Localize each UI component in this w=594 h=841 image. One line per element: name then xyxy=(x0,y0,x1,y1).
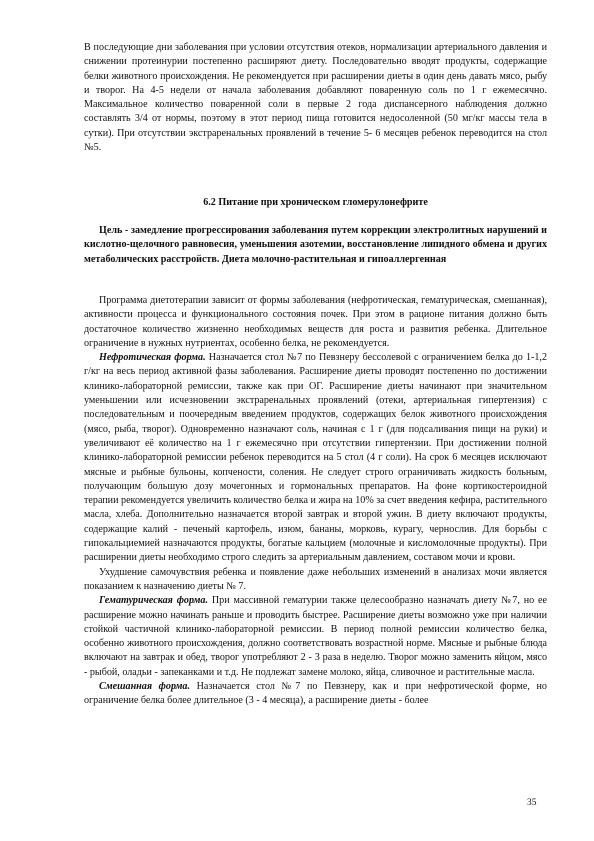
mixed-form-text: Назначается стол №7 по Певзнеру, как и при нефротической форме, но ограничение белка более длительное (3 - 4 месяца), а расширение диеты - более xyxy=(84,681,547,707)
section-title: 6.2 Питание при хроническом гломерулонефрите xyxy=(203,197,428,208)
hematuric-form-text: При массивной гематурии также целесообразно назначать диету №7, но ее расширение можно начинать раньше и проводить быстрее. Расширение диеты возможно уже при наличии стойкой частичной клинико-лабораторной ремиссии. В период полной ремиссии количество белка, особенно животного происхождения, должно соответствовать возрастной норме. Мясные и рыбные блюда включают на завтрак и обед, творог употребляют 2 - 3 раза в неделю. Творог можно заменить яйцом, мясо - рыбой, оладьи - запеканками и т.д. Не подлежат замене молоко, яйца, сливочное и растительные масла. xyxy=(84,595,548,678)
goal-block xyxy=(84,224,547,267)
mixed-paragraph xyxy=(84,680,547,709)
page-number: 35 xyxy=(527,798,537,808)
intro-paragraph-block xyxy=(84,41,547,155)
hematuric-form-term: Гематурическая форма. xyxy=(99,595,209,607)
worsening-paragraph: Ухудшение самочувствия ребенка и появление даже небольших изменений в анализах мочи является показанием к назначению диеты № 7. xyxy=(84,566,547,592)
nephrotic-paragraph xyxy=(84,351,547,565)
hematuric-paragraph xyxy=(84,594,547,680)
nephrotic-form-term: Нефротическая форма. xyxy=(99,352,206,364)
intro-paragraph: В последующие дни заболевания при условии отсутствия отеков, нормализации артериального давления и снижении протеинурии постепенно расширяют диету. Последовательно вводят продукты, содержащие белки животного происхождения. Не рекомендуется при расширении диеты в один день давать мясо, рыбу и творог. На 4-5 недели от начала заболевания добавляют поваренную соль по 1 г ежемесячно. Максимальное количество поваренной соли в первые 2 года диспансерного наблюдения должно составлять 3/4 от нормы, поэтому в этот период пища готовится недосоленной (50 мг/кг массы тела в сутки). При отсутствии экстраренальных проявлений в течение 5- 6 месяцев ребенок переводится на стол №5. xyxy=(84,42,547,154)
nephrotic-form-text: Назначается стол №7 по Певзнеру бессолевой с ограничением белка до 1-1,2 г/кг на весь период активной фазы заболевания. Расширение диеты проводят постепенно по достижении клинико-лабораторной ремиссии, также как при ОГ. Расширение диеты начинают при значительном уменьшении или исчезновении экстраренальных проявлений (отеки, артериальная гипертензия) с последовательным и поочередным введением продуктов, содержащих белок животного происхождения (мясо, рыба, творог). Одновременно назначают соль, начиная с 1 г (для подсаливания пищи на руки) и увеличивают её количество на 1 г ежемесячно при отсутствии гипертензии. При достижении полной клинико-лабораторной ремиссии ребенок переводится на 5 стол (4 г соли). На срок 6 месяцев исключают мясные и рыбные бульоны, копчености, соления. Не следует строго ограничивать жидкость больным, получающим большую дозу мочегонных и гормональных препаратов. На фоне кортикостероидной терапии рекомендуется увеличить количество белка и жира на 10% за счет введения кефира, растительного масла, хлеба. Дополнительно назначается второй завтрак и второй ужин. В диету включают продукты, содержащие калий - печеный картофель, изюм, бананы, морковь, курагу, чернослив. Для борьбы с гипокальциемией назначаются продукты, богатые кальцием (молочные и кисломолочные продукты). При расширении диеты необходимо строго следить за артериальным давлением, составом мочи и крови. xyxy=(84,352,547,564)
program-paragraph: Программа диетотерапии зависит от формы заболевания (нефротическая, гематурическая, смешанная), активности процесса и функционального состояния почек. При этом в рационе питания должно быть достаточное количество жизненно необходимых веществ для роста и развития ребенка. Длительное ограничение в нужных нутриентах, особенно белка, не рекомендуется. xyxy=(84,295,547,349)
mixed-form-term: Смешанная форма. xyxy=(99,681,190,693)
main-text-block xyxy=(84,294,547,709)
goal-paragraph: Цель - замедление прогрессирования заболевания путем коррекции электролитных нарушений и кислотно-щелочного равновесия, уменьшения азотемии, восстановление липидного обмена и других метаболических расстройств. Диета молочно-растительная и гипоаллергенная xyxy=(84,225,547,265)
